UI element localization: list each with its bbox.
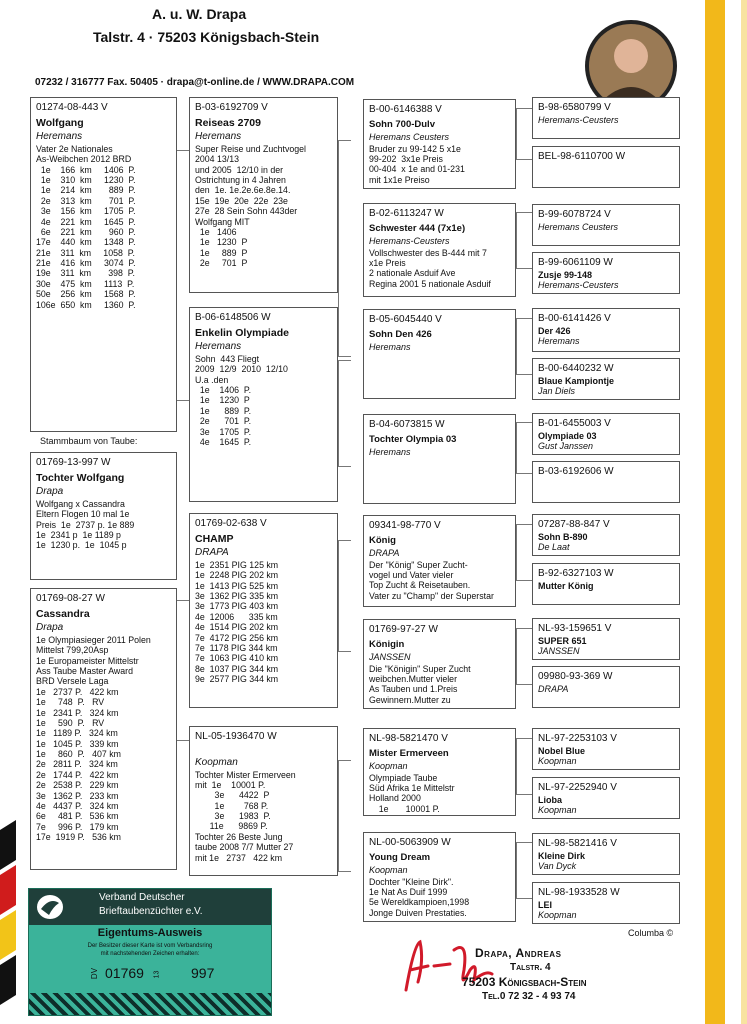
ggp-breeder: Heremans-Ceusters <box>538 114 619 125</box>
stamp-city: 75203 Königsbach-Stein <box>462 975 587 989</box>
parent-ring: NL-05-1936470 W <box>195 731 277 742</box>
parent-box-koopman <box>189 726 338 876</box>
parent-name: Reiseas 2709 <box>195 116 261 129</box>
great-grandparent-box <box>532 728 680 770</box>
grandparent-breeder: Heremans <box>369 447 411 457</box>
grandparent-name: Sohn 700-Dulv <box>369 118 435 130</box>
grandparent-line: 99-202 3x1e Preis <box>369 153 443 164</box>
grandparent-ring: NL-98-5821470 V <box>369 733 448 744</box>
parent-name: CHAMP <box>195 532 234 545</box>
grandparent-name: König <box>369 534 396 546</box>
flag-stripes <box>0 820 16 1020</box>
flag-stripes-icon <box>0 820 16 1020</box>
great-grandparent-box <box>532 252 680 294</box>
parent-line: mit 1e 2737 422 km <box>195 852 283 863</box>
parent-line: 2e 701 P <box>195 258 248 269</box>
card-org-line1: Verband Deutscher <box>99 892 185 903</box>
cassandra-ring: 01769-08-27 W <box>36 593 105 604</box>
grandparent-line: Dochter "Kleine Dirk". <box>369 876 454 887</box>
stamp-tel: Tel.0 72 32 - 4 93 74 <box>482 991 576 1002</box>
grandparent-line: Holland 2000 <box>369 793 421 804</box>
grandparent-box <box>363 414 516 504</box>
ggp-ring: NL-97-2253103 V <box>538 733 617 744</box>
ggp-name: LEI <box>538 899 553 910</box>
grandparent-ring: B-04-6073815 W <box>369 419 445 430</box>
card-title: Eigentums-Ausweis <box>97 927 203 939</box>
parent-line: mit 1e 10001 P. <box>195 779 266 790</box>
card-year: 13 <box>153 970 161 979</box>
parent-line: taube 2008 7/7 Mutter 27 <box>195 842 294 853</box>
card-pattern <box>29 993 271 1015</box>
header-name: A. u. W. Drapa <box>152 6 247 22</box>
ggp-breeder: Heremans Ceusters <box>538 221 619 232</box>
card-prefix: DV <box>90 967 100 980</box>
subject-name: Wolfgang <box>36 116 84 129</box>
connector-line <box>177 150 189 151</box>
grandparent-box <box>363 99 516 189</box>
connector-bracket <box>516 212 533 269</box>
cassandra-line: 2e 2811 P. 324 km <box>36 759 118 770</box>
grandparent-line: weibchen.Mutter vieler <box>369 673 458 684</box>
parent-box-champ <box>189 513 338 708</box>
parent-line: 7e 1178 PIG 344 km <box>195 642 278 653</box>
subject-line: Vater 2e Nationales <box>36 143 113 154</box>
ggp-ring: B-00-6141426 V <box>538 313 611 324</box>
grandparent-box <box>363 515 516 607</box>
connector-bracket <box>516 738 533 795</box>
stammbaum-label: Stammbaum von Taube: <box>40 436 138 446</box>
subject-line: 19e 311 km 398 P. <box>36 268 135 279</box>
grandparent-line: 1e 10001 P. <box>369 803 440 814</box>
parent-line: 7e 1063 PIG 410 km <box>195 653 279 664</box>
grandparent-breeder: Heremans <box>369 342 411 352</box>
subject-line: 50e 256 km 1568 P. <box>36 289 136 300</box>
connector-line <box>177 400 189 401</box>
ggp-breeder: Jan Diels <box>538 386 576 397</box>
parent-box-dam-sire <box>189 307 338 502</box>
parent-ring: B-06-6148506 W <box>195 312 271 323</box>
grandparent-breeder: JANSSEN <box>369 652 411 662</box>
ggp-name: Lioba <box>538 794 562 805</box>
signature-icon <box>398 930 508 1000</box>
cassandra-breeder: Drapa <box>36 622 64 634</box>
parent-line: 3e 1983 P. <box>195 811 271 822</box>
grandparent-name: Königin <box>369 638 405 650</box>
connector-bracket <box>338 760 351 872</box>
great-grandparent-box <box>532 833 680 875</box>
tochter-line: 1e 1230 p. 1e 1045 p <box>36 540 127 551</box>
grandparent-line: Die "Königin" Super Zucht <box>369 663 471 674</box>
subject-line: As-Weibchen 2012 BRD <box>36 154 132 165</box>
subject-line: 1e 166 km 1406 P. <box>36 164 136 175</box>
ggp-ring: B-92-6327103 W <box>538 568 614 579</box>
ggp-ring: NL-98-1933528 W <box>538 887 620 898</box>
subject-line: 1e 310 km 1230 P. <box>36 175 136 186</box>
parent-breeder: DRAPA <box>195 547 229 559</box>
ownership-card <box>28 888 272 1016</box>
great-grandparent-box <box>532 563 680 605</box>
card-text-2: mit nachstehenden Zeichen erhalten: <box>100 951 200 957</box>
grandparent-line: 1e Nat As Duif 1999 <box>369 886 448 897</box>
connector-bracket <box>516 842 533 899</box>
grandparent-box <box>363 309 516 399</box>
grandparent-breeder: Heremans-Ceusters <box>369 236 450 246</box>
connector-line <box>177 600 189 601</box>
grandparent-line: Bruder zu 99-142 5 x1e <box>369 143 461 154</box>
great-grandparent-box <box>532 666 680 708</box>
ggp-breeder: Koopman <box>538 756 577 767</box>
grandparent-line: Vater zu "Champ" der Superstar <box>369 590 494 601</box>
parent-line: 7e 4172 PIG 256 km <box>195 632 279 643</box>
ggp-ring: NL-97-2252940 V <box>538 782 617 793</box>
grandparent-line: 5e Wereldkampioen,1998 <box>369 897 470 908</box>
tochter-line: 1e 2341 p 1e 1189 p <box>36 530 121 541</box>
parent-line: Sohn 443 Fliegt <box>195 353 260 364</box>
ggp-breeder: De Laat <box>538 542 570 553</box>
subject-pigeon-box <box>30 97 177 432</box>
grandparent-ring: B-00-6146388 V <box>369 104 442 115</box>
edge-stripe <box>741 0 747 1024</box>
grandparent-line: As Tauben und 1.Preis <box>369 684 458 695</box>
great-grandparent-box <box>532 358 680 400</box>
parent-line: 4e 12006 335 km <box>195 611 278 622</box>
parent-line: 3e 4422 P <box>195 790 270 801</box>
ggp-name: Nobel Blue <box>538 745 586 756</box>
parent-line: und 2005 12/10 in der <box>195 164 284 175</box>
ggp-breeder: JANSSEN <box>538 646 580 657</box>
card-club-number: 01769 <box>105 965 144 981</box>
grandparent-line: Der "König" Super Zucht- <box>369 559 468 570</box>
ggp-name: SUPER 651 <box>538 635 587 646</box>
subject-line: 30e 475 km 1113 P. <box>36 278 135 289</box>
tochter-name: Tochter Wolfgang <box>36 471 125 484</box>
cassandra-line: 1e 860 P. 407 km <box>36 749 121 760</box>
parent-box-sire <box>189 97 338 293</box>
grandparent-name: Mister Ermerveen <box>369 747 449 759</box>
cassandra-line: 1e 590 P. RV <box>36 717 105 728</box>
subject-line: 6e 221 km 960 P. <box>36 226 136 237</box>
grandparent-line: Jonge Duiven Prestaties. <box>369 907 467 918</box>
subject-line: 17e 440 km 1348 P. <box>36 237 136 248</box>
connector-bracket <box>516 108 533 160</box>
grandparent-breeder: Heremans Ceusters <box>369 132 450 142</box>
cassandra-line: 17e 1919 P. 536 km <box>36 832 121 843</box>
parent-line: 8e 1037 PIG 344 km <box>195 663 279 674</box>
grandparent-breeder: Koopman <box>369 761 408 771</box>
ggp-ring: NL-93-159651 V <box>538 623 612 634</box>
parent-line: Wolfgang MIT <box>195 216 250 227</box>
parent-line: Tochter Mister Ermerveen <box>195 769 296 780</box>
parent-line: Tochter 26 Beste Jung <box>195 831 283 842</box>
grandparent-line: 00-404 x 1e and 01-231 <box>369 164 465 175</box>
tochter-line: Eltern Flogen 10 mal 1e <box>36 509 130 520</box>
parent-line: U.a .den <box>195 374 229 385</box>
parent-line: 4e 1514 PIG 202 km <box>195 622 279 633</box>
parent-line: 15e 19e 20e 22e 23e <box>195 195 288 206</box>
parent-line: 2e 701 P. <box>195 416 252 427</box>
cassandra-box <box>30 588 177 870</box>
parent-line: Super Reise und Zuchtvogel <box>195 143 307 154</box>
great-grandparent-box <box>532 461 680 503</box>
card-text-1: Der Besitzer dieser Karte ist vom Verbandsring <box>87 943 213 949</box>
ggp-ring: 07287-88-847 V <box>538 519 610 530</box>
ggp-ring: B-00-6440232 W <box>538 363 614 374</box>
cassandra-line: 6e 481 P. 536 km <box>36 811 119 822</box>
parent-line: 3e 1773 PIG 403 km <box>195 601 279 612</box>
subject-line: 106e 650 km 1360 P. <box>36 299 136 310</box>
grandparent-breeder: Koopman <box>369 865 408 875</box>
grandparent-name: Sohn Den 426 <box>369 328 432 340</box>
ggp-ring: BEL-98-6110700 W <box>538 151 626 162</box>
cassandra-line: 7e 996 P. 179 km <box>36 821 119 832</box>
grandparent-line: Regina 2001 5 nationale Asduif <box>369 278 491 289</box>
ggp-breeder: Heremans <box>538 336 580 347</box>
parent-line: 1e 1406 <box>195 226 237 237</box>
parent-line: 27e 28 Sein Sohn 443der <box>195 206 298 217</box>
parent-line: 1e 768 P. <box>195 800 269 811</box>
parent-line: 2009 12/9 2010 12/10 <box>195 364 288 375</box>
parent-line: 11e 9869 P. <box>195 821 268 832</box>
great-grandparent-box <box>532 413 680 455</box>
header-contact: 07232 / 316777 Fax. 50405 · drapa@t-online.de / WWW.DRAPA.COM <box>35 77 355 88</box>
ggp-name: Blaue Kampiontje <box>538 375 615 386</box>
grandparent-breeder: DRAPA <box>369 548 400 558</box>
subject-line: 4e 221 km 1645 P. <box>36 216 136 227</box>
ggp-name: Sohn B-890 <box>538 531 588 542</box>
parent-line: 3e 1362 PIG 335 km <box>195 591 279 602</box>
parent-line: 9e 2577 PIG 344 km <box>195 674 279 685</box>
parent-breeder: Koopman <box>195 756 238 768</box>
great-grandparent-box <box>532 308 680 352</box>
ggp-name: Olympiade 03 <box>538 430 597 441</box>
parent-line: Ostrichtung in 4 Jahren <box>195 175 286 186</box>
card-org-line2: Brieftaubenzüchter e.V. <box>99 906 203 917</box>
grandparent-line: Vollschwester des B-444 mit 7 <box>369 247 487 258</box>
parent-line: den 1e. 1e.2e.6e.8e.14. <box>195 185 291 196</box>
tochter-breeder: Drapa <box>36 486 64 498</box>
stamp-street: Talstr. 4 <box>510 962 551 973</box>
parent-name: Enkelin Olympiade <box>195 326 289 339</box>
great-grandparent-box <box>532 777 680 819</box>
grandparent-name: Young Dream <box>369 851 431 863</box>
connector-bracket <box>338 540 351 652</box>
grandparent-line: Gewinnern.Mutter zu <box>369 694 451 705</box>
connector-bracket <box>516 524 533 581</box>
ggp-breeder: Koopman <box>538 910 577 921</box>
great-grandparent-box <box>532 204 680 246</box>
parent-line: 1e 2248 PIG 202 km <box>195 570 279 581</box>
columba-credit: Columba © <box>628 928 674 938</box>
parent-line: 1e 1413 PIG 525 km <box>195 580 279 591</box>
yellow-edge-bar <box>705 0 725 1024</box>
parent-breeder: Heremans <box>195 131 242 143</box>
ggp-name: Mutter König <box>538 580 594 591</box>
cassandra-line: 3e 1362 P. 233 km <box>36 790 119 801</box>
cassandra-line: 1e Olympiasieger 2011 Polen <box>36 634 151 645</box>
great-grandparent-box <box>532 514 680 556</box>
ggp-breeder: Gust Janssen <box>538 441 594 452</box>
cassandra-line: 2e 1744 P. 422 km <box>36 769 119 780</box>
cassandra-line: 1e 1045 P. 339 km <box>36 738 119 749</box>
ggp-breeder: Koopman <box>538 805 577 816</box>
cassandra-line: Mittelst 799,20Asp <box>36 645 109 656</box>
grandparent-name: Tochter Olympia 03 <box>369 433 457 445</box>
tochter-line: Wolfgang x Cassandra <box>36 498 125 509</box>
parent-line: 1e 1406 P. <box>195 385 252 396</box>
cassandra-line: BRD Versele Laga <box>36 676 109 687</box>
connector-bracket <box>516 422 533 474</box>
connector-bracket <box>516 318 533 375</box>
parent-line: 2004 13/13 <box>195 154 240 165</box>
grandparent-ring: NL-00-5063909 W <box>369 837 451 848</box>
ggp-breeder: Heremans-Ceusters <box>538 280 619 291</box>
tochter-box <box>30 452 177 580</box>
ggp-name: Der 426 <box>538 325 571 336</box>
connector-bracket <box>338 360 351 467</box>
ggp-name: Kleine Dirk <box>538 850 586 861</box>
cassandra-line: 1e 1189 P. 324 km <box>36 728 118 739</box>
parent-line: 1e 2351 PIG 125 km <box>195 559 279 570</box>
cassandra-line: 1e 2341 P. 324 km <box>36 707 119 718</box>
cassandra-line: 1e 2737 P. 422 km <box>36 686 119 697</box>
grandparent-ring: B-05-6045440 V <box>369 314 442 325</box>
tochter-ring: 01769-13-997 W <box>36 457 111 468</box>
cassandra-name: Cassandra <box>36 607 90 620</box>
cassandra-line: 2e 2538 P. 229 km <box>36 780 119 791</box>
stamp-name: Drapa, Andreas <box>475 946 562 960</box>
card-number: 997 <box>191 965 215 981</box>
parent-breeder: Heremans <box>195 341 242 353</box>
subject-ring: 01274-08-443 V <box>36 102 108 113</box>
great-grandparent-box <box>532 618 680 660</box>
grandparent-box <box>363 832 516 922</box>
ggp-ring: B-99-6061109 W <box>538 257 613 268</box>
ggp-ring: B-99-6078724 V <box>538 209 611 220</box>
grandparent-box <box>363 728 516 816</box>
ggp-ring: B-98-6580799 V <box>538 102 611 113</box>
grandparent-line: Olympiade Taube <box>369 772 438 783</box>
parent-line: 1e 1230 P <box>195 237 248 248</box>
grandparent-ring: 01769-97-27 W <box>369 624 438 635</box>
connector-line <box>177 740 189 741</box>
great-grandparent-box <box>532 146 680 188</box>
cassandra-line: 1e 748 P. RV <box>36 697 105 708</box>
grandparent-ring: 09341-98-770 V <box>369 520 441 531</box>
ggp-breeder: DRAPA <box>538 683 569 694</box>
grandparent-line: 2 nationale Asduif Ave <box>369 268 456 279</box>
ggp-name: Zusje 99-148 <box>538 269 593 280</box>
great-grandparent-box <box>532 97 680 139</box>
ggp-ring: 09980-93-369 W <box>538 671 613 682</box>
grandparent-line: Süd Afrika 1e Mittelstr <box>369 782 455 793</box>
parent-ring: B-03-6192709 V <box>195 102 268 113</box>
subject-breeder: Heremans <box>36 131 83 143</box>
connector-bracket <box>338 140 351 357</box>
parent-line: 1e 889 P. <box>195 405 252 416</box>
ggp-breeder: Van Dyck <box>538 861 577 872</box>
great-grandparent-box <box>532 882 680 924</box>
parent-ring: 01769-02-638 V <box>195 518 267 529</box>
cassandra-line: 4e 4437 P. 324 km <box>36 800 119 811</box>
subject-line: 1e 214 km 889 P. <box>36 185 136 196</box>
header-address: Talstr. 4 · 75203 Königsbach-Stein <box>93 29 320 45</box>
grandparent-line: vogel und Vater vieler <box>369 569 454 580</box>
subject-line: 2e 313 km 701 P. <box>36 195 136 206</box>
dove-logo-icon <box>35 893 65 921</box>
parent-line: 1e 889 P <box>195 247 248 258</box>
subject-line: 21e 416 km 3074 P. <box>36 258 136 269</box>
grandparent-box <box>363 203 516 297</box>
parent-line: 3e 1705 P. <box>195 426 252 437</box>
parent-line: 4e 1645 P. <box>195 436 252 447</box>
subject-line: 21e 311 km 1058 P. <box>36 247 135 258</box>
ggp-ring: B-01-6455003 V <box>538 418 611 429</box>
grandparent-line: Top Zucht & Reisetauben. <box>369 580 471 591</box>
grandparent-box <box>363 619 516 709</box>
grandparent-name: Schwester 444 (7x1e) <box>369 222 466 234</box>
ggp-ring: NL-98-5821416 V <box>538 838 617 849</box>
cassandra-line: Ass Taube Master Award <box>36 666 133 677</box>
parent-line: 1e 1230 P <box>195 395 250 406</box>
ggp-ring: B-03-6192606 W <box>538 466 614 477</box>
grandparent-line: x1e Preis <box>369 257 406 268</box>
grandparent-ring: B-02-6113247 W <box>369 208 444 219</box>
tochter-line: Preis 1e 2737 p. 1e 889 <box>36 519 135 530</box>
handwritten-signature <box>398 930 508 1000</box>
subject-line: 3e 156 km 1705 P. <box>36 206 136 217</box>
connector-bracket <box>516 628 533 685</box>
cassandra-line: 1e Europameister Mittelstr <box>36 655 139 666</box>
grandparent-line: mit 1x1e Preiso <box>369 174 430 185</box>
